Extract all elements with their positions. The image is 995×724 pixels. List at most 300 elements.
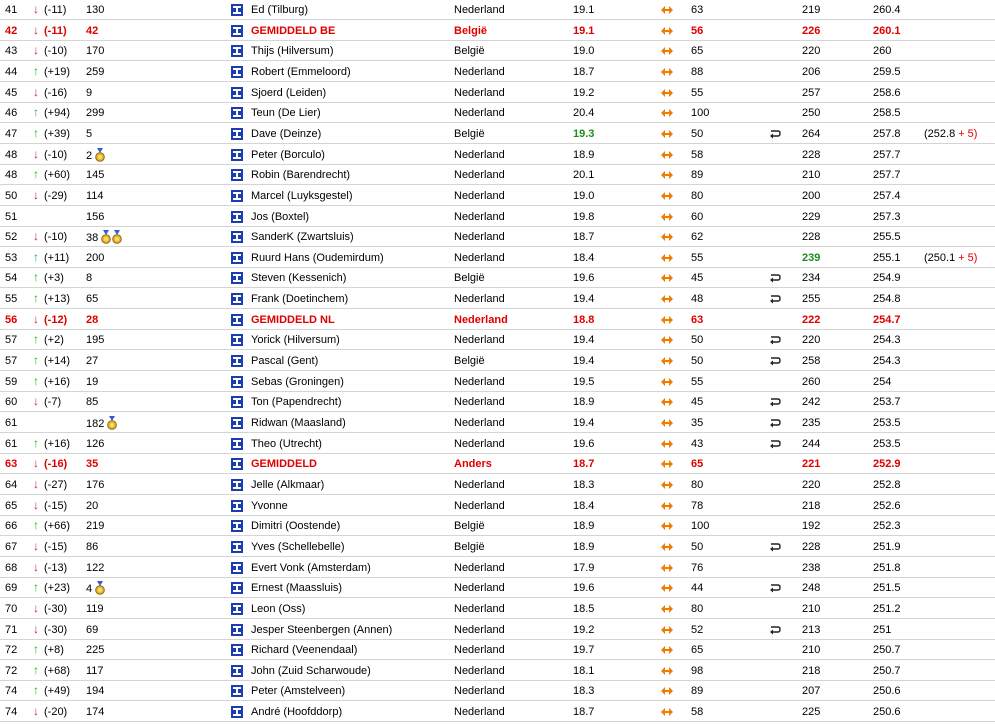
team-logo-icon[interactable] bbox=[231, 190, 243, 202]
previous-rank-value: 114 bbox=[86, 190, 104, 202]
total-score: 250.6 bbox=[873, 706, 901, 718]
total-score: 253.5 bbox=[873, 417, 901, 429]
player-country: België bbox=[454, 45, 485, 57]
player-name[interactable]: Peter (Borculo) bbox=[251, 149, 325, 161]
table-row[interactable] bbox=[0, 496, 995, 516]
score-value-1: 18.3 bbox=[573, 685, 595, 697]
total-score: 250.6 bbox=[873, 685, 901, 697]
score-value-2: 65 bbox=[691, 644, 704, 656]
left-right-arrows-icon[interactable] bbox=[661, 88, 673, 98]
team-logo-icon[interactable] bbox=[231, 4, 243, 16]
team-logo-icon[interactable] bbox=[231, 149, 243, 161]
rank-change-value: (+11) bbox=[44, 252, 70, 264]
previous-rank bbox=[86, 499, 98, 513]
table-row[interactable] bbox=[0, 289, 995, 309]
team-logo-icon[interactable] bbox=[231, 376, 243, 388]
previous-rank-value: 299 bbox=[86, 107, 105, 119]
total-score: 254.7 bbox=[873, 314, 901, 326]
player-country: Nederland bbox=[454, 376, 505, 388]
rank-change bbox=[33, 416, 36, 430]
up-arrow-icon: ↑ bbox=[33, 167, 39, 181]
previous-rank-value: 65 bbox=[86, 293, 99, 305]
total-score: 260.4 bbox=[873, 4, 901, 16]
previous-rank-value: 126 bbox=[86, 438, 105, 450]
rank-position: 69 bbox=[5, 582, 18, 594]
table-row[interactable] bbox=[0, 248, 995, 268]
score-value-1: 18.4 bbox=[573, 252, 595, 264]
total-score: 255.5 bbox=[873, 231, 901, 243]
previous-rank-value: 176 bbox=[86, 479, 105, 491]
team-logo-icon[interactable] bbox=[231, 128, 243, 140]
score-value-1: 18.8 bbox=[573, 314, 595, 326]
player-name[interactable]: GEMIDDELD bbox=[251, 458, 317, 470]
rank-change bbox=[33, 395, 61, 409]
total-score: 258.6 bbox=[873, 87, 901, 99]
score-value-3: 210 bbox=[802, 169, 821, 181]
team-logo-icon[interactable] bbox=[231, 479, 243, 491]
player-name[interactable]: Pascal (Gent) bbox=[251, 355, 319, 367]
total-score: 258.5 bbox=[873, 107, 901, 119]
down-arrow-icon: ↓ bbox=[33, 498, 39, 512]
team-logo-icon[interactable] bbox=[231, 438, 243, 450]
return-arrow-icon[interactable] bbox=[769, 293, 781, 305]
return-arrow-icon[interactable] bbox=[769, 582, 781, 594]
rank-position: 57 bbox=[5, 355, 18, 367]
left-right-arrows-icon[interactable] bbox=[661, 625, 673, 635]
up-arrow-icon: ↑ bbox=[33, 642, 39, 656]
player-name[interactable]: Dimitri (Oostende) bbox=[251, 520, 341, 532]
return-arrow-icon[interactable] bbox=[769, 334, 781, 346]
score-value-3: 238 bbox=[802, 562, 821, 574]
score-value-2: 56 bbox=[691, 25, 704, 37]
left-right-arrows-icon[interactable] bbox=[661, 563, 673, 573]
left-right-arrows-icon[interactable] bbox=[661, 418, 673, 428]
score-value-2: 65 bbox=[691, 458, 704, 470]
return-arrow-icon[interactable] bbox=[769, 417, 781, 429]
rank-change-value: (+60) bbox=[44, 169, 70, 181]
table-row[interactable] bbox=[0, 103, 995, 123]
rank-position: 55 bbox=[5, 293, 18, 305]
player-name[interactable]: Steven (Kessenich) bbox=[251, 272, 347, 284]
team-logo-icon[interactable] bbox=[231, 500, 243, 512]
return-arrow-icon[interactable] bbox=[769, 272, 781, 284]
team-logo-icon[interactable] bbox=[231, 541, 243, 553]
left-right-arrows-icon[interactable] bbox=[661, 129, 673, 139]
player-name[interactable]: Jos (Boxtel) bbox=[251, 211, 310, 223]
team-logo-icon[interactable] bbox=[231, 665, 243, 677]
table-row[interactable] bbox=[0, 681, 995, 701]
score-value-2: 80 bbox=[691, 603, 704, 615]
left-right-arrows-icon[interactable] bbox=[661, 459, 673, 469]
score-value-3: 213 bbox=[802, 624, 821, 636]
rank-change-value: (-30) bbox=[44, 624, 68, 636]
player-country: Nederland bbox=[454, 87, 505, 99]
score-value-1: 19.8 bbox=[573, 211, 595, 223]
player-name[interactable]: Richard (Veenendaal) bbox=[251, 644, 358, 656]
previous-rank-value: 35 bbox=[86, 458, 99, 470]
rank-change-value: (-10) bbox=[44, 231, 68, 243]
previous-rank bbox=[86, 106, 104, 120]
left-right-arrows-icon[interactable] bbox=[661, 397, 673, 407]
table-row[interactable] bbox=[0, 578, 995, 598]
team-logo-icon[interactable] bbox=[231, 25, 243, 37]
table-row[interactable] bbox=[0, 640, 995, 660]
score-breakdown bbox=[924, 251, 977, 265]
player-country: Nederland bbox=[454, 231, 505, 243]
previous-rank bbox=[86, 664, 104, 678]
rank-change-value: (-11) bbox=[44, 25, 67, 37]
team-logo-icon[interactable] bbox=[231, 603, 243, 615]
team-logo-icon[interactable] bbox=[231, 396, 243, 408]
table-row[interactable] bbox=[0, 330, 995, 350]
medal-icon bbox=[112, 230, 122, 244]
left-right-arrows-icon[interactable] bbox=[661, 707, 673, 717]
table-row[interactable] bbox=[0, 62, 995, 82]
table-row[interactable] bbox=[0, 475, 995, 495]
previous-rank-value: 145 bbox=[86, 169, 105, 181]
previous-rank-value: 42 bbox=[86, 25, 99, 37]
return-arrow-icon[interactable] bbox=[769, 355, 781, 367]
score-value-1: 19.6 bbox=[573, 272, 595, 284]
player-name[interactable]: Marcel (Luyksgestel) bbox=[251, 190, 353, 202]
left-right-arrows-icon[interactable] bbox=[661, 191, 673, 201]
score-value-3: 218 bbox=[802, 500, 821, 512]
team-logo-icon[interactable] bbox=[231, 314, 243, 326]
rank-position: 43 bbox=[5, 45, 18, 57]
left-right-arrows-icon[interactable] bbox=[661, 666, 673, 676]
score-value-3: 220 bbox=[802, 45, 821, 57]
left-right-arrows-icon[interactable] bbox=[661, 686, 673, 696]
rank-position: 74 bbox=[5, 685, 18, 697]
left-right-arrows-icon[interactable] bbox=[661, 170, 673, 180]
return-arrow-icon[interactable] bbox=[769, 396, 781, 408]
left-right-arrows-icon[interactable] bbox=[661, 67, 673, 77]
previous-rank-value: 130 bbox=[86, 4, 105, 16]
team-logo-icon[interactable] bbox=[231, 334, 243, 346]
score-value-2: 50 bbox=[691, 334, 704, 346]
rank-position: 42 bbox=[5, 25, 18, 37]
team-logo-icon[interactable] bbox=[231, 169, 243, 181]
table-row[interactable] bbox=[0, 351, 995, 371]
team-logo-icon[interactable] bbox=[231, 272, 243, 284]
player-name[interactable]: Ernest (Maassluis) bbox=[251, 582, 343, 594]
left-right-arrows-icon[interactable] bbox=[661, 501, 673, 511]
table-row[interactable] bbox=[0, 310, 995, 330]
left-right-arrows-icon[interactable] bbox=[661, 645, 673, 655]
table-row[interactable] bbox=[0, 599, 995, 619]
score-value-2: 89 bbox=[691, 685, 704, 697]
return-arrow-icon[interactable] bbox=[769, 438, 781, 450]
player-name[interactable]: John (Zuid Scharwoude) bbox=[251, 665, 371, 677]
player-name[interactable]: Teun (De Lier) bbox=[251, 107, 321, 119]
previous-rank bbox=[86, 643, 104, 657]
left-right-arrows-icon[interactable] bbox=[661, 232, 673, 242]
team-logo-icon[interactable] bbox=[231, 624, 243, 636]
rank-change bbox=[33, 705, 67, 719]
previous-rank-value: 119 bbox=[86, 603, 104, 615]
total-score: 255.1 bbox=[873, 252, 901, 264]
rank-position: 74 bbox=[5, 706, 18, 718]
previous-rank bbox=[86, 65, 104, 79]
left-right-arrows-icon[interactable] bbox=[661, 335, 673, 345]
left-right-arrows-icon[interactable] bbox=[661, 150, 673, 160]
left-right-arrows-icon[interactable] bbox=[661, 253, 673, 263]
table-row[interactable] bbox=[0, 661, 995, 681]
player-country: Nederland bbox=[454, 211, 505, 223]
previous-rank-value: 117 bbox=[86, 665, 104, 677]
up-arrow-icon: ↑ bbox=[33, 518, 39, 532]
player-name[interactable]: SanderK (Zwartsluis) bbox=[251, 231, 354, 243]
rank-position: 47 bbox=[5, 128, 18, 140]
score-value-1: 19.6 bbox=[573, 438, 595, 450]
rank-change bbox=[33, 375, 70, 389]
rank-position: 72 bbox=[5, 665, 18, 677]
score-value-1: 19.1 bbox=[573, 4, 595, 16]
left-right-arrows-icon[interactable] bbox=[661, 604, 673, 614]
rank-change-value: (+23) bbox=[44, 582, 70, 594]
table-row[interactable] bbox=[0, 0, 995, 20]
previous-rank-value: 85 bbox=[86, 396, 99, 408]
score-value-3: 235 bbox=[802, 417, 821, 429]
left-right-arrows-icon[interactable] bbox=[661, 46, 673, 56]
total-score: 253.5 bbox=[873, 438, 901, 450]
table-row[interactable] bbox=[0, 41, 995, 61]
previous-rank bbox=[86, 602, 104, 616]
total-score: 257.8 bbox=[873, 128, 901, 140]
score-value-2: 88 bbox=[691, 66, 704, 78]
rank-change-value: (-29) bbox=[44, 190, 68, 202]
table-row[interactable] bbox=[0, 83, 995, 103]
up-arrow-icon: ↑ bbox=[33, 270, 39, 284]
left-right-arrows-icon[interactable] bbox=[661, 377, 673, 387]
team-logo-icon[interactable] bbox=[231, 66, 243, 78]
rank-change-value: (-10) bbox=[44, 45, 68, 57]
player-country: Nederland bbox=[454, 252, 505, 264]
rank-change bbox=[33, 148, 67, 162]
previous-rank-value: 86 bbox=[86, 541, 99, 553]
player-country: België bbox=[454, 25, 488, 37]
table-row[interactable] bbox=[0, 537, 995, 557]
previous-rank bbox=[86, 705, 104, 719]
rank-change-value: (-15) bbox=[44, 541, 68, 553]
team-logo-icon[interactable] bbox=[231, 562, 243, 574]
team-logo-icon[interactable] bbox=[231, 706, 243, 718]
team-logo-icon[interactable] bbox=[231, 417, 243, 429]
rank-position: 60 bbox=[5, 396, 18, 408]
player-name[interactable]: Jesper Steenbergen (Annen) bbox=[251, 624, 393, 636]
rank-change bbox=[33, 313, 67, 327]
up-arrow-icon: ↑ bbox=[33, 291, 39, 305]
table-row[interactable] bbox=[0, 165, 995, 185]
table-row[interactable] bbox=[0, 207, 995, 227]
down-arrow-icon: ↓ bbox=[33, 188, 39, 202]
player-name[interactable]: Evert Vonk (Amsterdam) bbox=[251, 562, 371, 574]
score-value-3: 192 bbox=[802, 520, 821, 532]
score-value-3: 255 bbox=[802, 293, 821, 305]
rank-change bbox=[33, 251, 69, 265]
rank-change bbox=[33, 24, 67, 38]
rank-change bbox=[33, 437, 70, 451]
player-name[interactable]: Robin (Barendrecht) bbox=[251, 169, 351, 181]
rank-position: 48 bbox=[5, 169, 18, 181]
score-value-1: 19.0 bbox=[573, 45, 595, 57]
player-name[interactable]: Ed (Tilburg) bbox=[251, 4, 309, 16]
previous-rank bbox=[86, 313, 98, 327]
player-name[interactable]: Thijs (Hilversum) bbox=[251, 45, 334, 57]
player-name[interactable]: Leon (Oss) bbox=[251, 603, 306, 615]
rank-change-value: (-30) bbox=[44, 603, 68, 615]
previous-rank-value: 69 bbox=[86, 624, 99, 636]
left-right-arrows-icon[interactable] bbox=[661, 26, 673, 36]
player-country: België bbox=[454, 128, 485, 140]
player-name[interactable]: Frank (Doetinchem) bbox=[251, 293, 349, 305]
left-right-arrows-icon[interactable] bbox=[661, 439, 673, 449]
table-row[interactable] bbox=[0, 124, 995, 144]
table-row[interactable] bbox=[0, 145, 995, 165]
table-row[interactable] bbox=[0, 558, 995, 578]
score-value-1: 18.4 bbox=[573, 500, 595, 512]
down-arrow-icon: ↓ bbox=[33, 394, 39, 408]
player-country: Nederland bbox=[454, 169, 505, 181]
player-name[interactable]: Sjoerd (Leiden) bbox=[251, 87, 327, 99]
total-score: 254.3 bbox=[873, 334, 901, 346]
left-right-arrows-icon[interactable] bbox=[661, 583, 673, 593]
table-row[interactable] bbox=[0, 186, 995, 206]
left-right-arrows-icon[interactable] bbox=[661, 212, 673, 222]
left-right-arrows-icon[interactable] bbox=[661, 542, 673, 552]
player-name[interactable]: Peter (Amstelveen) bbox=[251, 685, 346, 697]
previous-rank-value: 259 bbox=[86, 66, 105, 78]
table-row[interactable] bbox=[0, 434, 995, 454]
player-name[interactable]: Sebas (Groningen) bbox=[251, 376, 344, 388]
return-arrow-icon[interactable] bbox=[769, 624, 781, 636]
table-row[interactable] bbox=[0, 620, 995, 640]
score-value-1: 20.4 bbox=[573, 107, 595, 119]
score-value-3: 228 bbox=[802, 231, 821, 243]
player-name[interactable]: Robert (Emmeloord) bbox=[251, 66, 351, 78]
table-row[interactable] bbox=[0, 227, 995, 247]
player-name[interactable]: Dave (Deinze) bbox=[251, 128, 322, 140]
return-arrow-icon[interactable] bbox=[769, 128, 781, 140]
team-logo-icon[interactable] bbox=[231, 644, 243, 656]
left-right-arrows-icon[interactable] bbox=[661, 108, 673, 118]
table-row[interactable] bbox=[0, 392, 995, 412]
left-right-arrows-icon[interactable] bbox=[661, 294, 673, 304]
rank-change bbox=[33, 623, 67, 637]
table-row[interactable] bbox=[0, 372, 995, 392]
previous-rank-value: 27 bbox=[86, 355, 99, 367]
down-arrow-icon: ↓ bbox=[33, 229, 39, 243]
rank-change bbox=[33, 44, 67, 58]
score-value-3: 222 bbox=[802, 314, 821, 326]
previous-rank bbox=[86, 561, 104, 575]
player-name[interactable]: André (Hoofddorp) bbox=[251, 706, 343, 718]
player-country: Nederland bbox=[454, 293, 505, 305]
score-value-3: 220 bbox=[802, 479, 821, 491]
player-name[interactable]: Ridwan (Maasland) bbox=[251, 417, 346, 429]
player-name[interactable]: GEMIDDELD BE bbox=[251, 25, 336, 37]
rank-change bbox=[33, 65, 70, 79]
score-value-2: 89 bbox=[691, 169, 704, 181]
team-logo-icon[interactable] bbox=[231, 45, 243, 57]
player-country: Nederland bbox=[454, 438, 505, 450]
left-right-arrows-icon[interactable] bbox=[661, 5, 673, 15]
player-country: Anders bbox=[454, 458, 492, 470]
team-logo-icon[interactable] bbox=[231, 107, 243, 119]
score-value-3: 206 bbox=[802, 66, 821, 78]
team-logo-icon[interactable] bbox=[231, 252, 243, 264]
table-row[interactable] bbox=[0, 413, 995, 433]
score-value-1: 18.9 bbox=[573, 520, 595, 532]
team-logo-icon[interactable] bbox=[231, 231, 243, 243]
team-logo-icon[interactable] bbox=[231, 87, 243, 99]
score-value-3: 228 bbox=[802, 541, 821, 553]
left-right-arrows-icon[interactable] bbox=[661, 356, 673, 366]
team-logo-icon[interactable] bbox=[231, 458, 243, 470]
team-logo-icon[interactable] bbox=[231, 685, 243, 697]
player-name[interactable]: Jelle (Alkmaar) bbox=[251, 479, 325, 491]
score-value-3: 239 bbox=[802, 252, 821, 264]
score-value-2: 62 bbox=[691, 231, 704, 243]
player-name[interactable]: Yves (Schellebelle) bbox=[251, 541, 345, 553]
team-logo-icon[interactable] bbox=[231, 355, 243, 367]
player-country: Nederland bbox=[454, 706, 505, 718]
table-row[interactable] bbox=[0, 21, 995, 41]
total-score: 254.8 bbox=[873, 293, 901, 305]
team-logo-icon[interactable] bbox=[231, 293, 243, 305]
score-value-3: 257 bbox=[802, 87, 821, 99]
up-arrow-icon: ↑ bbox=[33, 436, 39, 450]
left-right-arrows-icon[interactable] bbox=[661, 315, 673, 325]
team-logo-icon[interactable] bbox=[231, 520, 243, 532]
rank-change bbox=[33, 189, 67, 203]
table-row[interactable] bbox=[0, 268, 995, 288]
score-value-1: 19.4 bbox=[573, 355, 595, 367]
score-value-3: 210 bbox=[802, 644, 821, 656]
score-value-2: 55 bbox=[691, 87, 704, 99]
table-row[interactable] bbox=[0, 702, 995, 722]
score-breakdown-bonus: + 5) bbox=[958, 252, 978, 264]
score-value-2: 52 bbox=[691, 624, 704, 636]
up-arrow-icon: ↑ bbox=[33, 374, 39, 388]
score-value-1: 18.7 bbox=[573, 706, 595, 718]
left-right-arrows-icon[interactable] bbox=[661, 480, 673, 490]
return-arrow-icon[interactable] bbox=[769, 541, 781, 553]
player-name[interactable]: Ruurd Hans (Oudemirdum) bbox=[251, 252, 384, 264]
player-name[interactable]: GEMIDDELD NL bbox=[251, 314, 335, 326]
score-value-1: 18.5 bbox=[573, 603, 595, 615]
score-value-2: 55 bbox=[691, 376, 704, 388]
team-logo-icon[interactable] bbox=[231, 211, 243, 223]
player-name[interactable]: Yvonne bbox=[251, 500, 288, 512]
table-row[interactable] bbox=[0, 454, 995, 474]
up-arrow-icon: ↑ bbox=[33, 663, 39, 677]
team-logo-icon[interactable] bbox=[231, 582, 243, 594]
player-name[interactable]: Theo (Utrecht) bbox=[251, 438, 322, 450]
score-value-1: 19.2 bbox=[573, 87, 595, 99]
player-name[interactable]: Ton (Papendrecht) bbox=[251, 396, 342, 408]
table-row[interactable] bbox=[0, 516, 995, 536]
rank-change-value: (-13) bbox=[44, 562, 68, 574]
previous-rank-value: 194 bbox=[86, 685, 105, 697]
player-name[interactable]: Yorick (Hilversum) bbox=[251, 334, 340, 346]
down-arrow-icon: ↓ bbox=[33, 456, 39, 470]
score-value-2: 50 bbox=[691, 355, 704, 367]
left-right-arrows-icon[interactable] bbox=[661, 273, 673, 283]
left-right-arrows-icon[interactable] bbox=[661, 521, 673, 531]
rank-change bbox=[33, 499, 67, 513]
rank-change-value: (+16) bbox=[44, 438, 70, 450]
